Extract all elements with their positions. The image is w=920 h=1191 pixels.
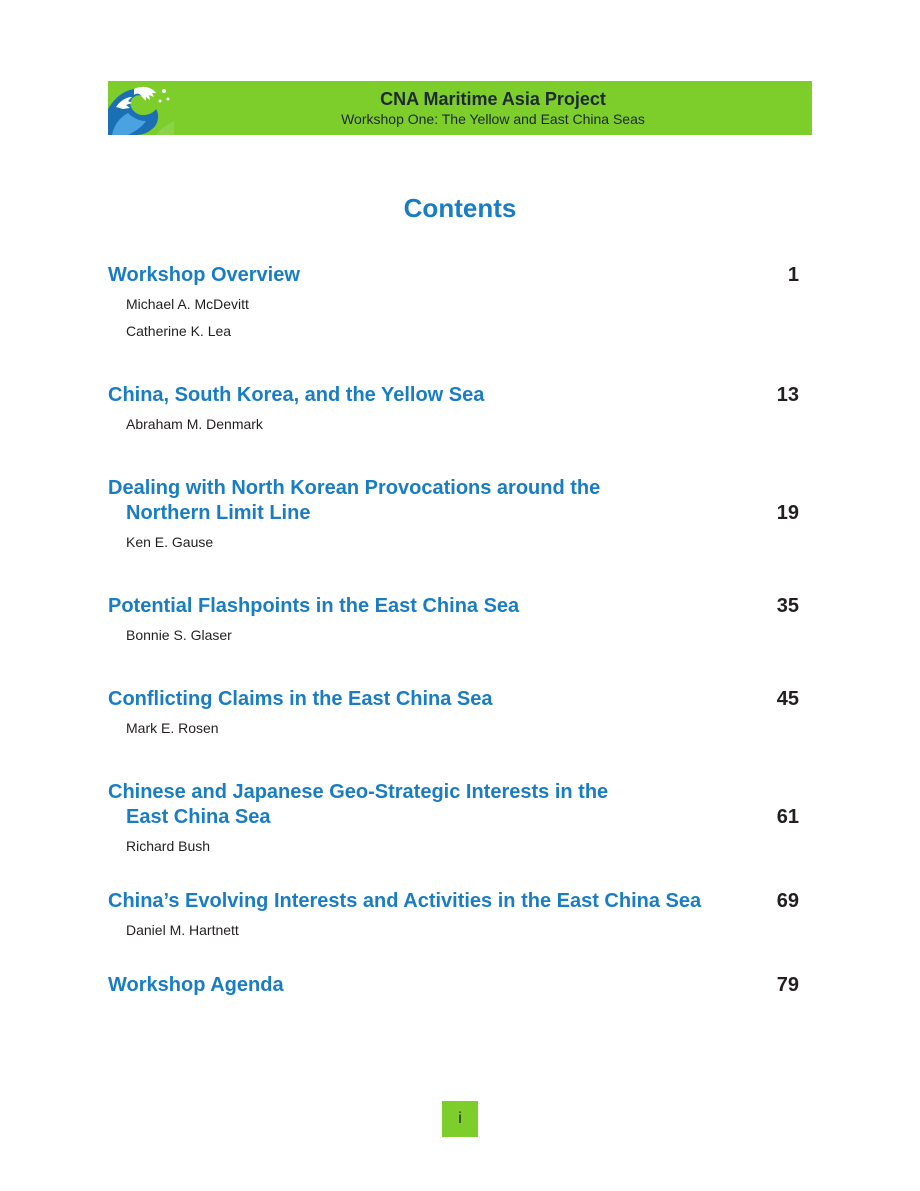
- toc-page-number: 1: [787, 264, 799, 286]
- toc-entry-title-line2[interactable]: East China Sea: [126, 806, 271, 828]
- toc-page-number: 45: [776, 688, 799, 710]
- toc-entry-title[interactable]: Workshop Agenda: [108, 974, 284, 996]
- toc-entry-title[interactable]: China, South Korea, and the Yellow Sea: [108, 384, 485, 406]
- toc-entry-author: Daniel M. Hartnett: [126, 922, 239, 938]
- toc-page-number: 35: [776, 595, 799, 617]
- toc-entry-title-line1[interactable]: Dealing with North Korean Provocations around the: [108, 477, 601, 499]
- toc-page-number: 13: [776, 384, 799, 406]
- toc-page-number: 79: [776, 974, 799, 996]
- toc-entry-author: Abraham M. Denmark: [126, 416, 263, 432]
- project-title: CNA Maritime Asia Project: [380, 89, 606, 109]
- toc-page-number: 61: [776, 806, 799, 828]
- toc-entry-title-line2[interactable]: Northern Limit Line: [126, 502, 311, 524]
- toc-entry-title[interactable]: [108, 780, 748, 830]
- toc-entry-author: Mark E. Rosen: [126, 720, 219, 736]
- toc-entry[interactable]: [108, 594, 808, 644]
- toc-entry-author: Ken E. Gause: [126, 534, 214, 550]
- toc-entry-author: Richard Bush: [126, 838, 211, 854]
- toc-page-number: 69: [776, 890, 799, 912]
- toc-entry[interactable]: [108, 687, 808, 737]
- toc-entry-author: Bonnie S. Glaser: [126, 627, 232, 643]
- toc-entry-author: Michael A. McDevitt: [126, 296, 249, 312]
- toc-entry-title-line1[interactable]: Chinese and Japanese Geo-Strategic Interests in the: [108, 781, 609, 803]
- workshop-subtitle: Workshop One: The Yellow and East China Seas: [341, 111, 645, 127]
- toc-entry[interactable]: [108, 973, 808, 998]
- toc-entry-title[interactable]: [108, 476, 748, 526]
- header-banner: [108, 81, 812, 135]
- toc-entry-title[interactable]: Workshop Overview: [108, 264, 300, 286]
- toc-entry[interactable]: [108, 263, 808, 340]
- toc-entry-author: Catherine K. Lea: [126, 323, 232, 339]
- contents-heading: Contents: [403, 193, 517, 223]
- toc-page-number: 19: [776, 502, 799, 524]
- toc-entry[interactable]: [108, 383, 808, 433]
- toc-entry[interactable]: [108, 476, 808, 551]
- footer-page-number: i: [442, 1101, 478, 1137]
- toc-entry[interactable]: [108, 780, 808, 855]
- toc-entry[interactable]: [108, 889, 808, 939]
- toc-entry-title[interactable]: China’s Evolving Interests and Activities in the East China Sea: [108, 890, 702, 912]
- great-wave-logo-icon: [108, 81, 174, 135]
- toc-entry-title[interactable]: Conflicting Claims in the East China Sea: [108, 688, 493, 710]
- toc-entry-title[interactable]: Potential Flashpoints in the East China Sea: [108, 595, 520, 617]
